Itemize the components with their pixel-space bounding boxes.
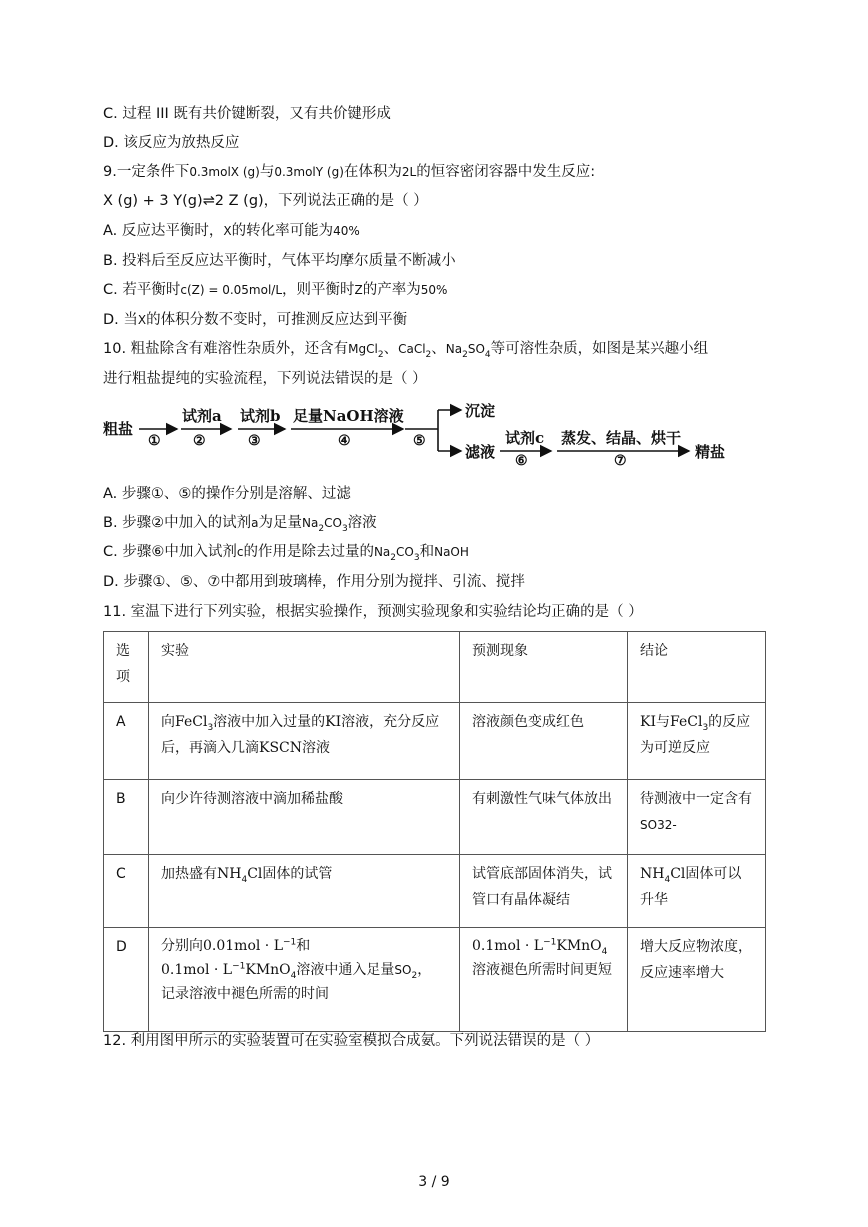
option-c-q9 bbox=[103, 280, 447, 300]
subscript: 4 bbox=[601, 946, 608, 957]
option-value: 40% bbox=[333, 224, 360, 238]
formula: Na bbox=[373, 545, 391, 559]
row-phenomenon: 试管底部固体消失，试管口有晶体凝结 bbox=[460, 855, 628, 928]
cell-text: 向 bbox=[161, 714, 175, 730]
formula: SO bbox=[640, 818, 658, 832]
subscript: 2 bbox=[462, 349, 468, 360]
option-text: 为足量 bbox=[258, 515, 303, 531]
step-1-label: ① bbox=[148, 433, 161, 449]
row-option: B bbox=[104, 780, 149, 855]
row-option: C bbox=[104, 855, 149, 928]
step-7-label: ⑦ bbox=[614, 453, 627, 469]
subscript: 4 bbox=[664, 874, 671, 885]
cell-text: 与 bbox=[656, 714, 670, 730]
formula: KSCN bbox=[259, 740, 303, 756]
q9-x-amount: 0.3molX (g) bbox=[189, 165, 260, 179]
option-text: 的转化率可能为 bbox=[231, 223, 334, 239]
question-9-equation: X (g) + 3 Y(g)⇌2 Z (g)，下列说法正确的是（ ） bbox=[103, 193, 428, 209]
cell-text: ， bbox=[417, 962, 432, 978]
row-phenomenon: 溶液颜色变成红色 bbox=[460, 703, 628, 780]
formula: NH bbox=[217, 866, 242, 882]
flow-diagram bbox=[103, 396, 743, 470]
option-b-q10 bbox=[103, 513, 377, 533]
superscript: −1 bbox=[283, 937, 297, 948]
header-conclusion: 结论 bbox=[628, 632, 766, 703]
subscript: 4 bbox=[290, 970, 297, 981]
subscript: 3 bbox=[207, 722, 214, 733]
subscript: 3 bbox=[413, 552, 420, 563]
naoh-label: 足量NaOH溶液 bbox=[293, 407, 404, 425]
option-symbol: Z bbox=[354, 283, 363, 297]
row-conclusion bbox=[628, 780, 766, 855]
formula: NH bbox=[640, 866, 665, 882]
formula: MgCl bbox=[348, 342, 378, 356]
formula: KMnO bbox=[556, 938, 602, 954]
subscript: 2 bbox=[425, 349, 432, 360]
header-experiment: 实验 bbox=[149, 632, 460, 703]
option-c-q8: C. 过程 III 既有共价键断裂，又有共价键形成 bbox=[103, 106, 391, 122]
row-phenomenon: 有刺激性气味气体放出 bbox=[460, 780, 628, 855]
subscript: 2 bbox=[390, 552, 397, 563]
cell-text: 待测液中一定含有 bbox=[640, 791, 752, 807]
q9-text: 与 bbox=[259, 164, 275, 180]
formula: Na bbox=[302, 516, 319, 530]
option-d-q8: D. 该反应为放热反应 bbox=[103, 135, 240, 151]
superscript: −1 bbox=[232, 961, 246, 972]
cell-text: 溶液中加入过量的 bbox=[213, 714, 326, 730]
q10-text: 10. 粗盐除含有难溶性杂质外，还含有 bbox=[103, 341, 349, 357]
q9-text: 9.一定条件下 bbox=[103, 164, 190, 180]
row-option: D bbox=[104, 928, 149, 1032]
question-11: 11. 室温下进行下列实验，根据实验操作，预测实验现象和实验结论均正确的是（ ） bbox=[103, 604, 643, 620]
option-text: A. 反应达平衡时， bbox=[103, 223, 224, 239]
option-text: C. 步骤⑥中加入试剂 bbox=[103, 544, 237, 560]
option-symbol: a bbox=[251, 516, 259, 530]
option-text: 的作用是除去过量的 bbox=[243, 544, 374, 560]
subscript: 3 bbox=[702, 722, 709, 733]
header-phenomenon: 预测现象 bbox=[460, 632, 628, 703]
cell-text: 加热盛有 bbox=[161, 866, 217, 882]
question-9 bbox=[103, 162, 595, 182]
row-conclusion bbox=[628, 703, 766, 780]
step-3-label: ③ bbox=[248, 433, 261, 449]
fine-salt-label: 精盐 bbox=[695, 443, 726, 461]
header-option: 选项 bbox=[104, 632, 149, 703]
row-experiment bbox=[149, 855, 460, 928]
formula: CaCl bbox=[398, 342, 426, 356]
evaporate-label: 蒸发、结晶、烘干 bbox=[561, 429, 682, 447]
cell-text: 记录溶液中褪色所需的时间 bbox=[161, 986, 329, 1002]
table-row bbox=[104, 703, 766, 780]
step-6-label: ⑥ bbox=[515, 453, 528, 469]
row-experiment: 向少许待测溶液中滴加稀盐酸 bbox=[149, 780, 460, 855]
formula: CO bbox=[396, 545, 414, 559]
formula: NaOH bbox=[434, 545, 469, 559]
formula: SO bbox=[394, 963, 412, 977]
row-option: A bbox=[104, 703, 149, 780]
step-5-label: ⑤ bbox=[413, 433, 426, 449]
cell-text: 固体可以升华 bbox=[640, 866, 742, 908]
subscript: 2 bbox=[377, 349, 384, 360]
table-row bbox=[104, 928, 766, 1032]
page-number: 3 / 9 bbox=[418, 1174, 450, 1190]
formula: KMnO bbox=[245, 962, 291, 978]
formula: KI bbox=[325, 714, 342, 730]
q9-volume: 2L bbox=[401, 165, 417, 179]
option-d-q10: D. 步骤①、⑤、⑦中都用到玻璃棒，作用分别为搅拌、引流、搅拌 bbox=[103, 574, 525, 590]
option-value: c(Z) = 0.05mol/L bbox=[180, 283, 283, 297]
formula: KI bbox=[640, 714, 656, 730]
option-symbol: c bbox=[236, 545, 244, 559]
subscript: 4 bbox=[484, 349, 491, 360]
separator: 、 bbox=[383, 341, 399, 357]
formula: 0.01mol · L bbox=[203, 938, 284, 954]
reagent-a-label: 试剂a bbox=[182, 407, 222, 425]
formula: 32- bbox=[657, 818, 677, 832]
subscript: 4 bbox=[241, 874, 248, 885]
option-text: 和 bbox=[419, 544, 435, 560]
option-text: B. 步骤②中加入的试剂 bbox=[103, 515, 252, 531]
q9-text: 的恒容密闭容器中发生反应: bbox=[416, 164, 596, 180]
subscript: 2 bbox=[411, 970, 418, 981]
cell-text: 和 bbox=[296, 938, 311, 954]
experiment-table bbox=[103, 631, 766, 1032]
cell-text: 固体的试管 bbox=[262, 866, 333, 882]
separator: 、 bbox=[431, 341, 446, 357]
step-4-label: ④ bbox=[338, 433, 351, 449]
option-text: 的产率为 bbox=[362, 282, 421, 298]
subscript: 2 bbox=[318, 523, 325, 534]
cell-text: 分别向 bbox=[161, 938, 203, 954]
cell-text: 溶液，充分反应后，再滴入几滴 bbox=[161, 714, 440, 756]
formula: 0.1mol · L bbox=[472, 938, 544, 954]
reagent-c-label: 试剂c bbox=[505, 429, 545, 447]
formula: Na bbox=[445, 342, 463, 356]
formula: 0.1mol · L bbox=[161, 962, 233, 978]
table-header-row bbox=[104, 632, 766, 703]
filtrate-label: 滤液 bbox=[465, 443, 496, 461]
cell-text: 的反应为可逆反应 bbox=[640, 714, 751, 756]
row-experiment bbox=[149, 703, 460, 780]
option-text: 的体积分数不变时，可推测反应达到平衡 bbox=[146, 312, 408, 328]
formula: Cl bbox=[247, 866, 263, 882]
subscript: 3 bbox=[341, 523, 348, 534]
step-2-label: ② bbox=[193, 433, 206, 449]
option-a-q10: A. 步骤①、⑤的操作分别是溶解、过滤 bbox=[103, 486, 351, 502]
option-text: D. 当 bbox=[103, 312, 138, 328]
cell-text: 溶液褪色所需时间更短 bbox=[472, 962, 612, 978]
formula: Cl bbox=[670, 866, 686, 882]
table-row bbox=[104, 780, 766, 855]
q9-text: 在体积为 bbox=[343, 164, 402, 180]
option-text: ，则平衡时 bbox=[282, 282, 355, 298]
option-text: 溶液 bbox=[347, 515, 377, 531]
option-symbol: X bbox=[137, 313, 147, 327]
row-conclusion bbox=[628, 855, 766, 928]
formula: CO bbox=[324, 516, 342, 530]
option-text: C. 若平衡时 bbox=[103, 282, 181, 298]
crude-salt-label: 粗盐 bbox=[103, 420, 134, 438]
row-conclusion: 增大反应物浓度，反应速率增大 bbox=[628, 928, 766, 1032]
precipitate-label: 沉淀 bbox=[465, 402, 496, 420]
option-value: 50% bbox=[420, 283, 448, 297]
q9-y-amount: 0.3molY (g) bbox=[274, 165, 344, 179]
option-c-q10 bbox=[103, 542, 469, 562]
question-10-line2: 进行粗盐提纯的实验流程，下列说法错误的是（ ） bbox=[103, 371, 427, 387]
option-d-q9 bbox=[103, 310, 407, 330]
formula: FeCl bbox=[670, 714, 703, 730]
formula: SO bbox=[467, 342, 485, 356]
q10-text: 等可溶性杂质，如图是某兴趣小组 bbox=[490, 341, 709, 357]
table-row bbox=[104, 855, 766, 928]
option-b-q9: B. 投料后至反应达平衡时，气体平均摩尔质量不断减小 bbox=[103, 253, 456, 269]
question-12: 12. 利用图甲所示的实验装置可在实验室模拟合成氨。下列说法错误的是（ ） bbox=[103, 1033, 600, 1049]
row-experiment bbox=[149, 928, 460, 1032]
option-a-q9 bbox=[103, 221, 360, 241]
reagent-b-label: 试剂b bbox=[240, 407, 281, 425]
superscript: −1 bbox=[543, 937, 557, 948]
formula: FeCl bbox=[175, 714, 208, 730]
cell-text: 溶液中通入足量 bbox=[296, 962, 395, 978]
question-10 bbox=[103, 339, 708, 359]
cell-text: 溶液 bbox=[302, 740, 331, 756]
option-symbol: X bbox=[223, 224, 232, 238]
row-phenomenon bbox=[460, 928, 628, 1032]
